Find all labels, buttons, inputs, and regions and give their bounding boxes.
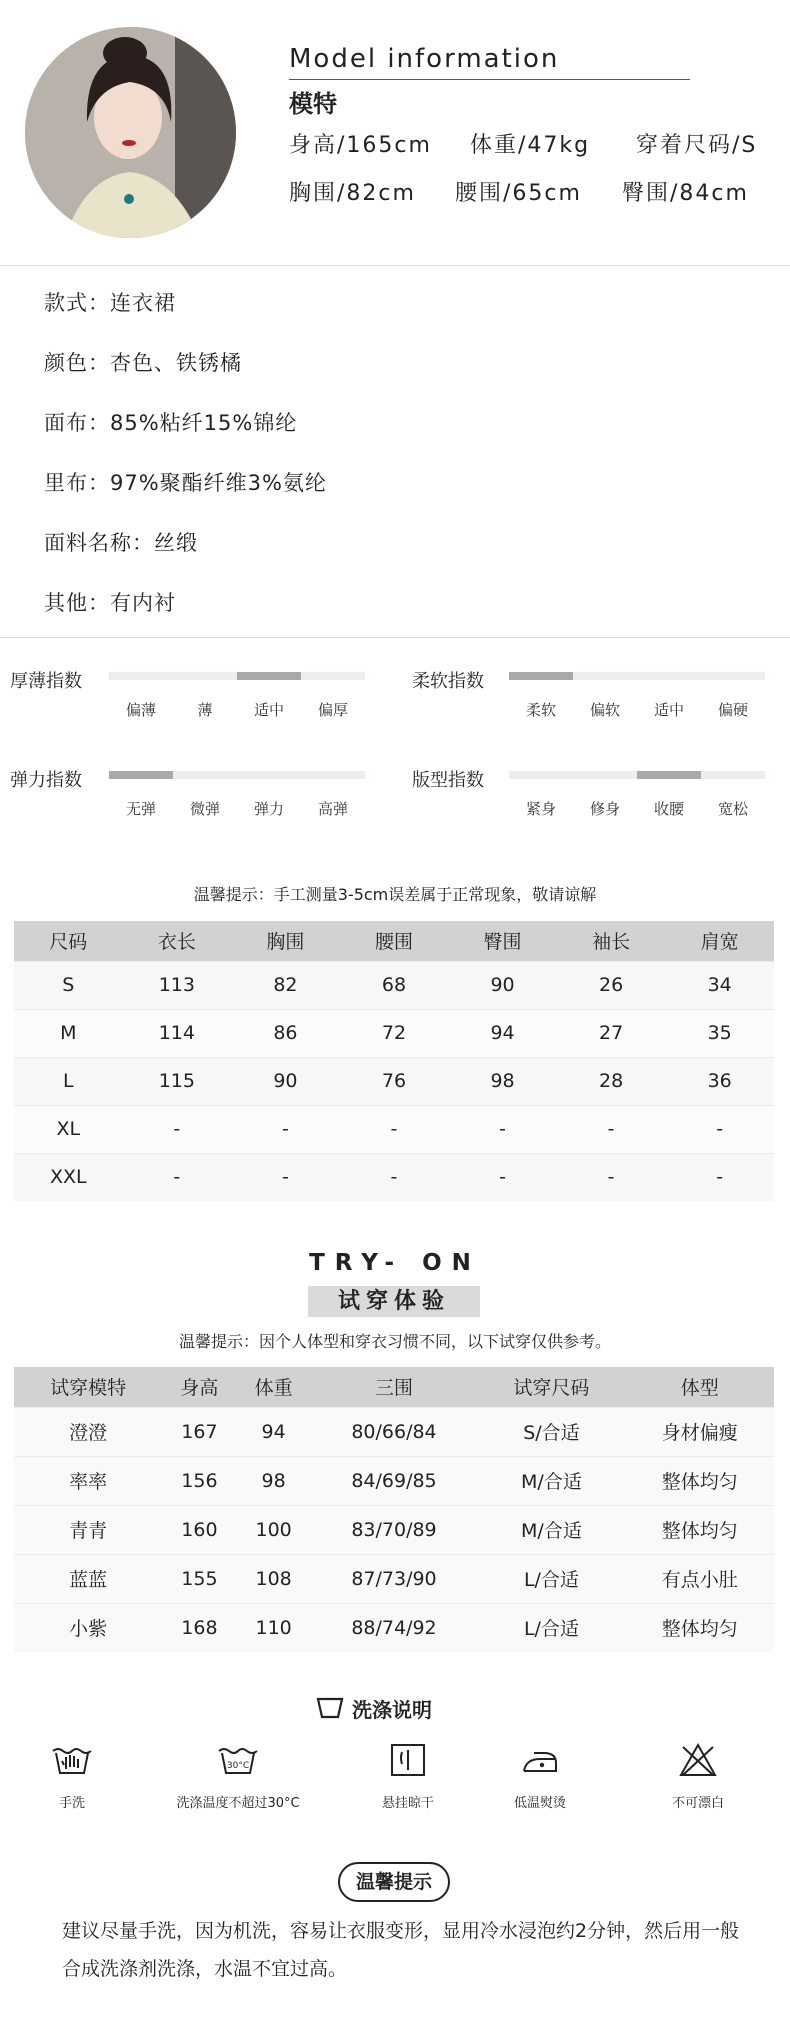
table-header-cell: 袖长: [557, 921, 666, 961]
wash-30-icon: [158, 1740, 318, 1780]
table-row: [14, 1603, 774, 1652]
table-cell: -: [340, 1153, 449, 1201]
tip-title: 温馨提示: [338, 1862, 450, 1902]
table-row: [14, 1554, 774, 1603]
table-cell: 168: [162, 1603, 236, 1652]
table-cell: 88/74/92: [311, 1603, 478, 1652]
table-header-cell: 胸围: [231, 921, 340, 961]
wash-item: [618, 1740, 778, 1811]
index-track: [109, 771, 365, 779]
table-header-cell: 臀围: [448, 921, 557, 961]
table-row: [14, 1153, 774, 1201]
table-cell: 76: [340, 1057, 449, 1105]
index-tick-label: 偏厚: [317, 701, 348, 719]
index-track: [109, 672, 365, 680]
table-cell: 72: [340, 1009, 449, 1057]
index-tick-label: 高弹: [317, 800, 348, 818]
index-level-marker: [109, 771, 173, 779]
table-header-cell: 体重: [237, 1367, 311, 1407]
wash-label: 洗涤温度不超过30°C: [176, 1796, 300, 1811]
table-cell: 155: [162, 1554, 236, 1603]
index-tick-label: 薄: [197, 701, 213, 719]
size-note: 温馨提示：手工测量3-5cm误差属于正常现象，敬请谅解: [193, 885, 597, 904]
table-cell: -: [231, 1105, 340, 1153]
table-cell: 83/70/89: [311, 1505, 478, 1554]
table-cell: 86: [231, 1009, 340, 1057]
size-table: [14, 921, 774, 1201]
wash-basin-icon: [316, 1694, 344, 1720]
table-cell: 68: [340, 961, 449, 1009]
table-cell: -: [340, 1105, 449, 1153]
table-cell: 28: [557, 1057, 666, 1105]
table-header-cell: 尺码: [14, 921, 123, 961]
attr-color: 颜色：杏色、铁锈橘: [44, 351, 242, 375]
model-height: 身高/165cm: [289, 133, 432, 158]
model-portrait-image: [25, 27, 236, 238]
table-row: [14, 1456, 774, 1505]
table-cell: -: [123, 1105, 232, 1153]
index-tick-label: 宽松: [717, 800, 748, 818]
table-cell: 167: [162, 1407, 236, 1456]
table-cell: 115: [123, 1057, 232, 1105]
table-cell: 110: [237, 1603, 311, 1652]
table-cell: 80/66/84: [311, 1407, 478, 1456]
table-cell: 26: [557, 961, 666, 1009]
wash-label: 悬挂晾干: [381, 1796, 434, 1811]
table-cell: -: [231, 1153, 340, 1201]
index-tick-label: 柔软: [525, 701, 556, 719]
index-label: 版型指数: [412, 770, 484, 791]
table-cell: 率率: [14, 1456, 162, 1505]
index-tick-label: 弹力: [253, 800, 284, 818]
index-tick-label: 收腰: [653, 800, 684, 818]
table-cell: L/合适: [477, 1603, 625, 1652]
index-track: [509, 672, 765, 680]
table-cell: 94: [237, 1407, 311, 1456]
table-cell: XL: [14, 1105, 123, 1153]
table-cell: 160: [162, 1505, 236, 1554]
table-cell: 82: [231, 961, 340, 1009]
table-cell: M/合适: [477, 1505, 625, 1554]
attr-lining: 里布：97%聚酯纤维3%氨纶: [44, 471, 327, 495]
wash-label: 手洗: [58, 1796, 85, 1811]
model-info-title: Model information: [289, 44, 560, 74]
index-tick-label: 修身: [589, 800, 620, 818]
table-cell: 小紫: [14, 1603, 162, 1652]
table-cell: S/合适: [477, 1407, 625, 1456]
model-weight: 体重/47kg: [470, 133, 591, 158]
table-row: [14, 1407, 774, 1456]
index-label: 柔软指数: [412, 671, 484, 692]
attr-outer-fabric: 面布：85%粘纤15%锦纶: [44, 411, 298, 435]
table-cell: 94: [448, 1009, 557, 1057]
index-label: 弹力指数: [10, 770, 82, 791]
table-cell: 98: [448, 1057, 557, 1105]
index-level-marker: [637, 771, 701, 779]
table-cell: M: [14, 1009, 123, 1057]
table-header-cell: 试穿模特: [14, 1367, 162, 1407]
table-cell: -: [123, 1153, 232, 1201]
tryon-note: 温馨提示：因个人体型和穿衣习惯不同，以下试穿仅供参考。: [178, 1332, 611, 1351]
svg-text:30°C: 30°C: [226, 1761, 250, 1771]
table-cell: 澄澄: [14, 1407, 162, 1456]
table-cell: -: [448, 1153, 557, 1201]
table-row: [14, 1057, 774, 1105]
table-cell: L: [14, 1057, 123, 1105]
table-row: [14, 1009, 774, 1057]
table-cell: -: [557, 1153, 666, 1201]
table-cell: 27: [557, 1009, 666, 1057]
table-cell: 36: [665, 1057, 774, 1105]
low-iron-icon: [460, 1740, 620, 1780]
model-hip: 臀围/84cm: [622, 181, 749, 206]
index-tick-label: 适中: [653, 701, 684, 719]
table-cell: 90: [231, 1057, 340, 1105]
attr-fabric-name: 面料名称：丝缎: [44, 531, 198, 555]
table-header-cell: 三围: [311, 1367, 478, 1407]
table-header-cell: 试穿尺码: [477, 1367, 625, 1407]
wash-item: [158, 1740, 318, 1811]
table-row: [14, 1105, 774, 1153]
tryon-subtitle: 试穿体验: [308, 1286, 480, 1317]
table-header-cell: 衣长: [123, 921, 232, 961]
table-header-cell: 体型: [626, 1367, 774, 1407]
wash-label: 不可漂白: [671, 1796, 724, 1811]
table-cell: 114: [123, 1009, 232, 1057]
table-cell: 整体均匀: [626, 1603, 774, 1652]
index-tick-label: 紧身: [525, 800, 556, 818]
attr-style: 款式：连衣裙: [44, 291, 176, 315]
index-tick-label: 偏软: [589, 701, 620, 719]
model-bust: 胸围/82cm: [289, 181, 416, 206]
model-photo: [25, 27, 236, 238]
model-wear-size: 穿着尺码/S: [636, 133, 758, 158]
title-underline: [289, 79, 690, 80]
table-cell: S: [14, 961, 123, 1009]
index-tick-label: 无弹: [125, 800, 156, 818]
index-level-marker: [509, 672, 573, 680]
table-cell: 98: [237, 1456, 311, 1505]
wash-item: [0, 1740, 152, 1811]
model-info-subtitle: 模特: [289, 90, 337, 118]
divider: [0, 637, 790, 638]
table-cell: 113: [123, 961, 232, 1009]
index-tick-label: 适中: [253, 701, 284, 719]
tryon-title: TRY- ON: [309, 1250, 481, 1276]
table-cell: 156: [162, 1456, 236, 1505]
table-header-cell: 肩宽: [665, 921, 774, 961]
divider: [0, 265, 790, 266]
table-row: [14, 961, 774, 1009]
table-header-cell: 腰围: [340, 921, 449, 961]
table-cell: -: [448, 1105, 557, 1153]
index-tick-label: 微弹: [189, 800, 220, 818]
table-cell: M/合适: [477, 1456, 625, 1505]
table-cell: 100: [237, 1505, 311, 1554]
tip-text: 建议尽量手洗，因为机洗，容易让衣服变形，显用冷水浸泡约2分钟，然后用一般合成洗涤剂洗涤，水温不宜过高。: [62, 1920, 740, 1980]
table-cell: XXL: [14, 1153, 123, 1201]
table-cell: 35: [665, 1009, 774, 1057]
model-waist: 腰围/65cm: [455, 181, 582, 206]
no-bleach-icon: [618, 1740, 778, 1780]
wash-label: 低温熨烫: [513, 1796, 566, 1811]
attr-other: 其他：有内衬: [44, 591, 176, 615]
wash-title: 洗涤说明: [352, 1698, 432, 1722]
table-cell: 有点小肚: [626, 1554, 774, 1603]
index-tick-label: 偏薄: [125, 701, 156, 719]
table-cell: 108: [237, 1554, 311, 1603]
table-cell: 34: [665, 961, 774, 1009]
table-cell: 84/69/85: [311, 1456, 478, 1505]
index-level-marker: [237, 672, 301, 680]
hand-wash-icon: [0, 1740, 152, 1780]
tryon-table: [14, 1367, 774, 1652]
table-cell: -: [557, 1105, 666, 1153]
table-header-cell: 身高: [162, 1367, 236, 1407]
index-label: 厚薄指数: [10, 671, 82, 692]
table-row: [14, 1505, 774, 1554]
index-tick-label: 偏硬: [717, 701, 748, 719]
table-cell: 蓝蓝: [14, 1554, 162, 1603]
table-cell: 整体均匀: [626, 1456, 774, 1505]
table-cell: 身材偏瘦: [626, 1407, 774, 1456]
wash-item: [460, 1740, 620, 1811]
table-cell: 90: [448, 961, 557, 1009]
table-cell: -: [665, 1153, 774, 1201]
table-cell: L/合适: [477, 1554, 625, 1603]
table-cell: 青青: [14, 1505, 162, 1554]
table-cell: -: [665, 1105, 774, 1153]
table-cell: 87/73/90: [311, 1554, 478, 1603]
index-track: [509, 771, 765, 779]
table-cell: 整体均匀: [626, 1505, 774, 1554]
